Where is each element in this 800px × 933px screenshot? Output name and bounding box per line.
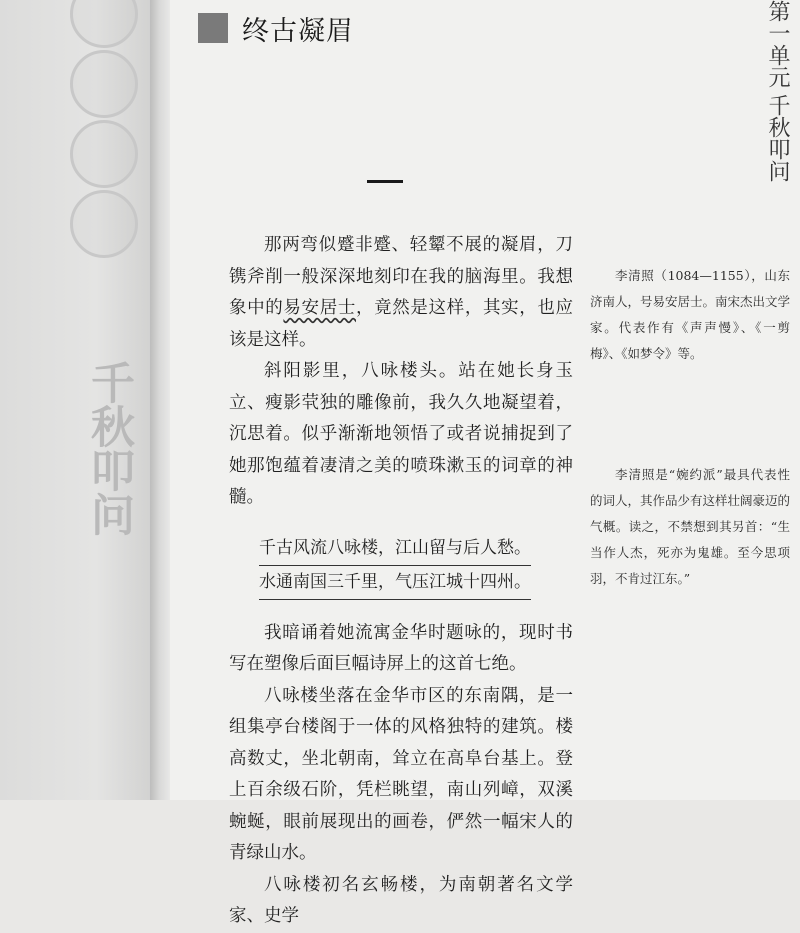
margin-note [590, 263, 790, 367]
poem [229, 532, 573, 600]
paragraph: 八咏楼坐落在金华市区的东南隅，是一组集亭台楼阁于一体的风格独特的建筑。楼高数丈，坐北朝南，耸立在高阜台基上。登上百余级石阶，凭栏眺望，南山列嶂，双溪蜿蜒，眼前展现出的画卷，俨然一幅宋人的青绿山水。 [229, 685, 573, 863]
paragraph [229, 230, 573, 356]
ornament-circle [70, 120, 138, 188]
unit-theme: 千秋叩问 [765, 94, 790, 182]
paragraph-text: ，竟然是这样，其实，也应该是这样。 [229, 298, 574, 350]
section-number [367, 180, 403, 183]
margin-note-text: 李清照（1084—1155），山东济南人，号易安居士。南宋杰出文学家。代表作有《声声慢》、《一剪梅》、《如梦令》等。 [590, 268, 791, 361]
facing-page [0, 0, 160, 800]
article-body [229, 230, 573, 933]
poem-line: 千古风流八咏楼，江山留与后人愁。 [259, 532, 531, 566]
chapter-heading [198, 10, 354, 46]
facing-page-title: 千秋叩问 [83, 360, 134, 536]
paragraph-text: 那两弯似蹙非蹙、轻颦不展的凝眉，刀镌斧削一般深深地刻印在我的脑海里。我想象中的 [229, 235, 573, 318]
ornament-circle [70, 190, 138, 258]
ornament-circle [70, 50, 138, 118]
heading-block-icon [198, 13, 228, 43]
ornament-circle [70, 0, 138, 48]
annotated-term[interactable]: 易安居士 [283, 298, 356, 318]
unit-label [724, 0, 794, 230]
margin-note [590, 462, 790, 592]
paragraph: 我暗诵着她流寓金华时题咏的，现时书写在塑像后面巨幅诗屏上的这首七绝。 [229, 622, 573, 674]
unit-number: 第一单元 [765, 0, 790, 88]
facing-page-ornaments [70, 0, 140, 300]
margin-note-text: 李清照是“婉约派”最具代表性的词人，其作品少有这样壮阔豪迈的气概。读之，不禁想到其另首：“生当作人杰，死亦为鬼雄。至今思项羽，不肯过江东。” [590, 467, 791, 586]
chapter-title: 终古凝眉 [242, 15, 354, 47]
paragraph: 八咏楼初名玄畅楼，为南朝著名文学家、史学 [229, 874, 573, 926]
paragraph: 斜阳影里，八咏楼头。站在她长身玉立、瘦影茕独的雕像前，我久久地凝望着，沉思着。似乎渐渐地领悟了或者说捕捉到了她那饱蕴着凄清之美的喷珠漱玉的词章的神髓。 [229, 361, 573, 507]
poem-line: 水通南国三千里，气压江城十四州。 [259, 566, 531, 600]
